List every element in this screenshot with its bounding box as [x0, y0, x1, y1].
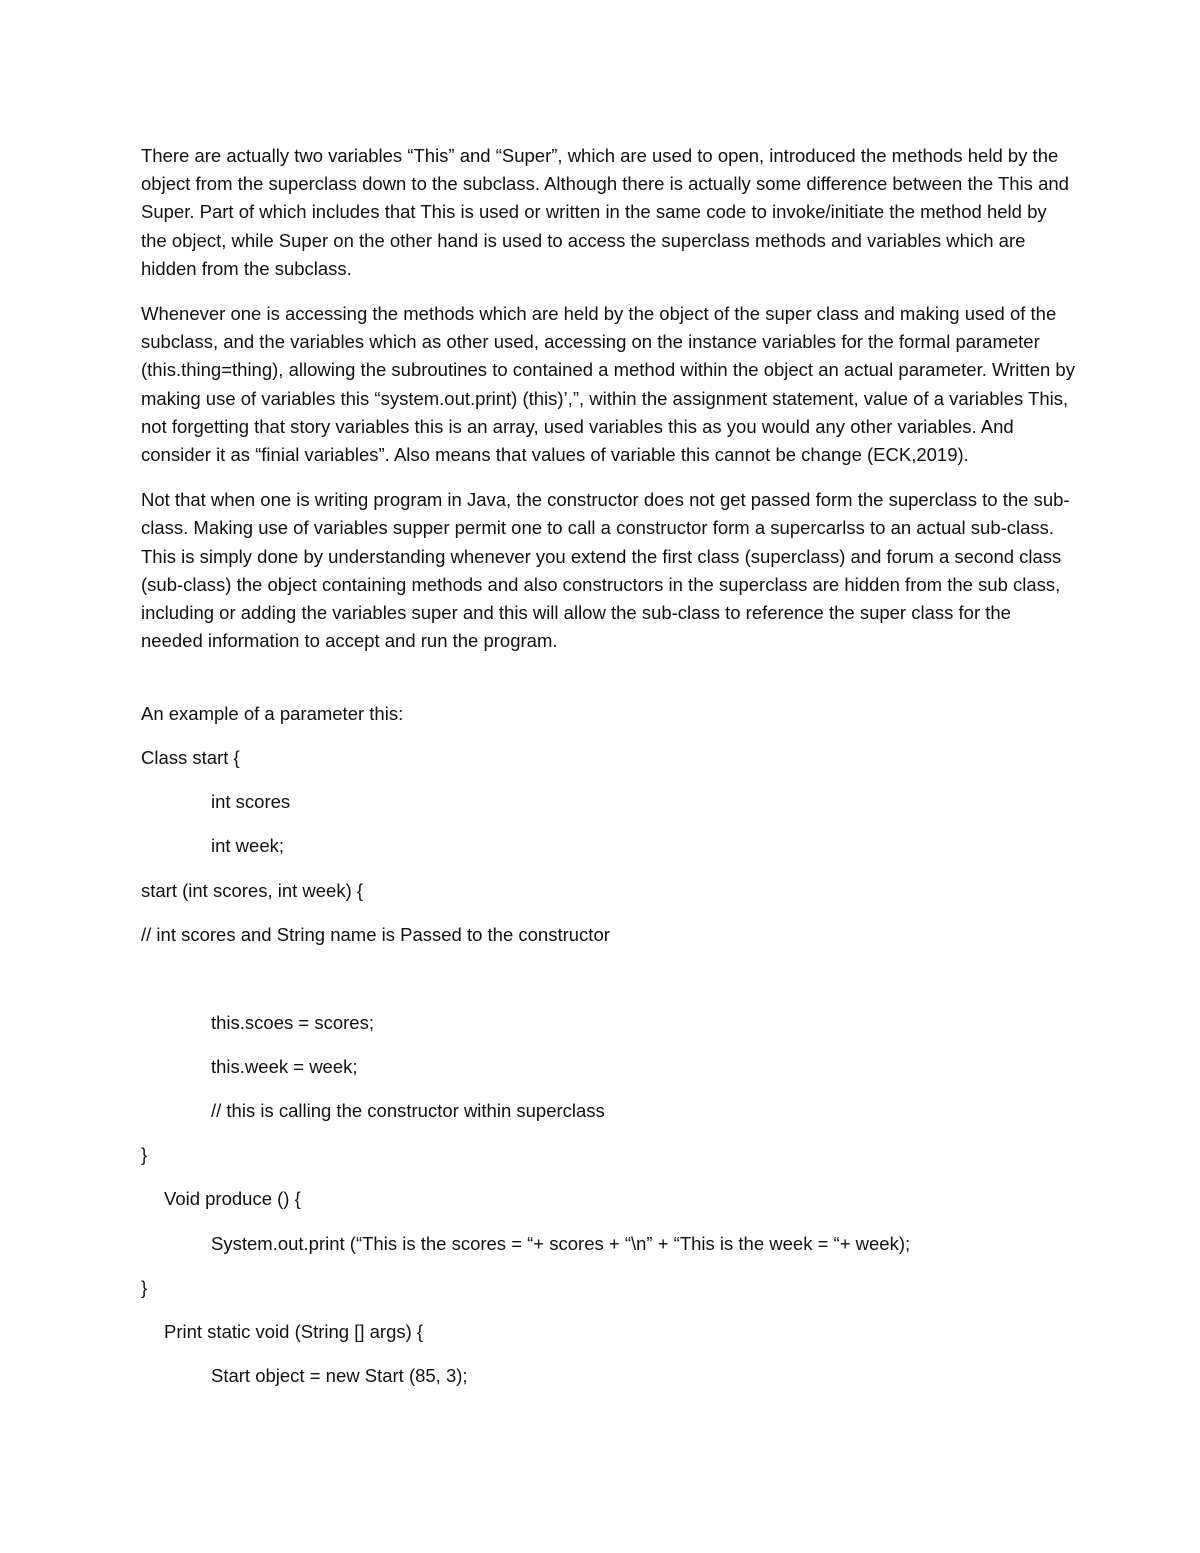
paragraph-1: There are actually two variables “This” and “Super”, which are used to open, introduced the methods held by the object from the superclass down to the subclass. Although there is actually some difference between the This and Super. Part of which includes that This is used or written in the same code to invoke/initiate the method held by the object, while Super on the other hand is used to access the superclass methods and variables which are hidden from the subclass. [141, 145, 1069, 279]
code-line: System.out.print (“This is the scores = “+ scores + “\n” + “This is the week = “+ week); [211, 1233, 911, 1254]
code-line: } [141, 1144, 148, 1165]
code-line: int scores [211, 791, 291, 812]
code-line: int week; [211, 835, 285, 856]
example-intro: An example of a parameter this: [141, 703, 404, 724]
code-comment: // int scores and String name is Passed to the constructor [141, 924, 610, 945]
code-line: this.week = week; [211, 1056, 358, 1077]
code-line: Class start { [141, 747, 240, 768]
paragraph-2: Whenever one is accessing the methods which are held by the object of the super class and making used of the subclass, and the variables which as other used, accessing on the instance variables for the formal parameter (this.thing=thing), allowing the subroutines to contained a method within the object an actual parameter. Written by making use of variables this “system.out.print) (this)’,”, within the assignment statement, value of a variables This, not forgetting that story variables this is an array, used variables this as you would any other variables. And consider it as “finial variables”. Also means that values of variable this cannot be change (ECK,2019). [141, 303, 1075, 466]
code-line: Start object = new Start (85, 3); [211, 1365, 468, 1386]
code-line: start (int scores, int week) { [141, 880, 364, 901]
document-body [141, 142, 1076, 672]
code-line: this.scoes = scores; [211, 1012, 374, 1033]
paragraph-3: Not that when one is writing program in Java, the constructor does not get passed form the superclass to the sub-class. Making use of variables supper permit one to call a constructor form a supercarlss to an actual sub-class. This is simply done by understanding whenever you extend the first class (superclass) and forum a second class (sub-class) the object containing methods and also constructors in the superclass are hidden from the sub class, including or adding the variables super and this will allow the sub-class to reference the super class for the needed information to accept and run the program. [141, 489, 1070, 652]
code-line: } [141, 1277, 148, 1298]
code-line: Void produce () { [164, 1188, 301, 1209]
code-comment: // this is calling the constructor within superclass [211, 1100, 605, 1121]
code-line: Print static void (String [] args) { [164, 1321, 424, 1342]
